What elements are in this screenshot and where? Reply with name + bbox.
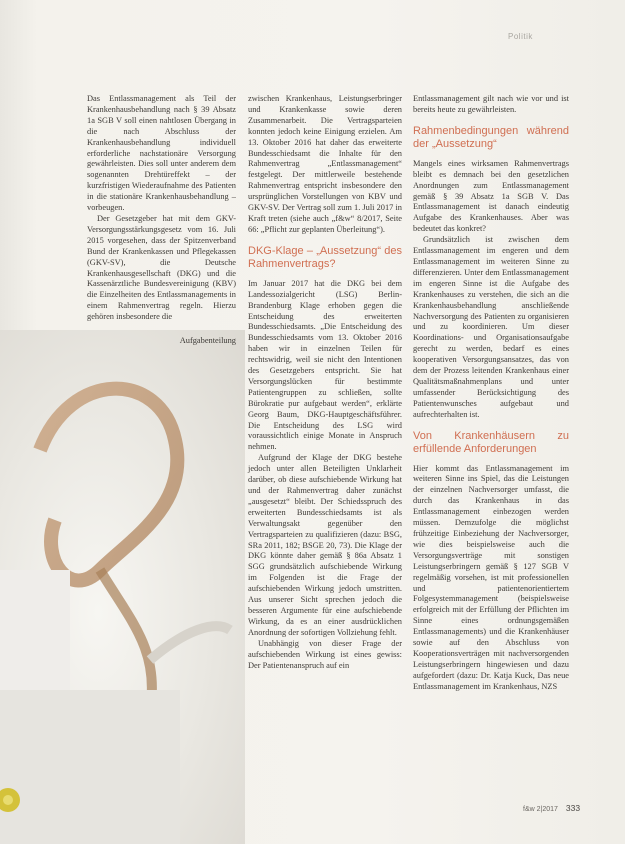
decorative-photo	[0, 330, 245, 844]
issue-label: f&w 2|2017	[523, 806, 558, 813]
paragraph: Der Gesetzgeber hat mit dem GKV-Versorgungsstärkungsgesetz vom 16. Juli 2015 vorgesehen, dass der Spitzenverband Bund der Krankenkassen und Pflegekassen (GKV-SV), die Deutsche Krankenhausgesellschaft (DKG) und die Kassenärztliche Bundesvereinigung (KBV) die Einzelheiten des Entlassmanagements in einem Rahmenvertrag regeln. Hierzu gehören insbesondere die	[87, 213, 236, 322]
text-column-3	[413, 94, 569, 693]
text-column-2	[248, 94, 402, 671]
paragraph: Im Januar 2017 hat die DKG bei dem Landessozialgericht (LSG) Berlin-Brandenburg Klage erhoben gegen die Entscheidung des erweiterten Bundesschiedsamts. „Die Entscheidung des Bundesschiedsamts vom 13. Oktober 2016 haben wir in einzelnen Teilen für rechtswidrig, weil sie nicht den Intentionen des Gesetzgebers entspricht. Sie hat Versorgungslücken für bestimmte Patientengruppen zu schließen, sollte Bürokratie pur aufgebaut werden“, erklärte Georg Baum, DKG-Hauptgeschäftsführer. Die Entscheidung des LSG wird voraussichtlich einige Monate in Anspruch nehmen.	[248, 278, 402, 452]
text-column-1	[87, 94, 236, 323]
paragraph: Das Entlassmanagement als Teil der Krankenhausbehandlung nach § 39 Absatz 1a SGB V soll einen nahtlosen Übergang in die nach Abschluss der Krankenhausbehandlung individuell erforderliche nachstationäre Versorgung gewährleisten. Dies soll unter anderem dem sogenannten Drehtüreffekt – der kurzfristigen Wiederaufnahme des Patienten in die stationäre Krankenhausbehandlung – vorbeugen.	[87, 94, 236, 213]
paragraph: Mangels eines wirksamen Rahmenvertrags bleibt es demnach bei den gesetzlichen Anordnungen zum Entlassmanagement gemäß § 39 Absatz 1a SGB V. Das Entlassmanagement ist danach eindeutig Aufgabe des Krankenhauses. Aber was bedeutet das konkret?	[413, 158, 569, 234]
section-heading: Rahmenbedingungen während der „Aussetzung“	[413, 124, 569, 150]
ribbon-bow-illustration	[0, 330, 245, 844]
section-heading: DKG-Klage – „Aussetzung“ des Rahmenvertrags?	[248, 244, 402, 270]
page-footer	[523, 803, 580, 813]
column-1-tail: Aufgabenteilung	[179, 336, 236, 345]
paragraph: Grundsätzlich ist zwischen dem Entlassmanagement im engeren und dem Entlassmanagement im weiteren Sinne zu differenzieren. Unter dem Entlassmanagement im engeren Sinne ist die Aufgabe des Krankenhauses zu verstehen, die sich an die Krankenhausbehandlung anschließende Nachversorgung des Patienten zu organisieren und zu koordinieren. Um dieser Koordinations- und Organisationsaufgabe gerecht zu werden, bedarf es eines kooperativen Versorgungsansatzes, das von dem der Prozess leitenden Krankenhaus einer Qualitätsmaßnahmenplans und unter umfassender Berücksichtigung des Patientenwunsches aufgebaut und aufrechterhalten ist.	[413, 235, 569, 419]
paragraph: Hier kommt das Entlassmanagement im weiteren Sinne ins Spiel, das die Leistungen der einzelnen Nachversorger umfasst, die durch das Krankenhaus in das Entlassmanagement einbezogen werden müssen. Demzufolge die möglichst frühzeitige Einbeziehung der Nachversorger, wie dies beispielsweise auch die Versorgungsverträge mit sonstigen Leistungserbringern gemäß § 127 SGB V regelmäßig vorsehen, ist mit professionellen und patientenorientiertem Folgesystemmanagement (beispielsweise erfolgreich mit der Erfüllung der Pflichten im Sinne eines ordnungsgemäßen Entlassmanagements) und die Krankenhäuser sowie auf den Abschluss von Kooperationsverträgen mit nachversorgenden Leistungserbringern hingewiesen und dazu aufgefordert (dazu: Dr. Katja Kuck, Das neue Entlassmanagement im Krankenhaus, NZS	[413, 463, 569, 691]
page-number: 333	[565, 803, 581, 813]
section-heading: Von Krankenhäusern zu erfüllende Anforderungen	[413, 429, 569, 455]
paragraph: Aufgrund der Klage der DKG bestehe jedoch unter allen Beteiligten Unklarheit darüber, ob diese aufschiebende Wirkung hat und der Rahmenvertrag daher zunächst „ausgesetzt“ bleibt. Der Schiedsspruch des erweiterten Bundesschiedsamts ist als Verwaltungsakt gegenüber den Vertragsparteien zu qualifizieren (dazu: BSG, SRa 2011, 182; BSGE 20, 73). Die Klage der DKG könnte daher gemäß § 86a Absatz 1 SGG grundsätzlich aufschiebende Wirkung im Folgenden ist die Frage der aufschiebenden Wirkung jedoch umstritten. Aus unserer Sicht sprechen jedoch die besseren Argumente für eine aufschiebende Wirkung, da es an einer ausdrücklichen Anordnung der sofortigen Vollziehung fehlt.	[248, 453, 402, 637]
paragraph: zwischen Krankenhaus, Leistungserbringer und Krankenkasse sowie deren Zusammenarbeit. Die Vertragsparteien konnten jedoch keine Einigung erzielen. Am 13. Oktober 2016 hat daher das erweiterte Bundesschiedsamt die Inhalte für den Rahmenvertrag „Entlassmanagement“ festgelegt. Der mittlerweile bestehende Rahmenvertrag entspricht insbesondere den ursprünglichen Vorstellungen von KBV und GKV-SV. Der Vertrag soll zum 1. Juli 2017 in Kraft treten (siehe auch „f&w“ 8/2017, Seite 66: „Pflicht zur geplanten Überleitung“).	[248, 94, 402, 234]
paragraph: Unabhängig von dieser Frage der aufschiebenden Wirkung ist eines gewiss: Der Patientenanspruch auf ein	[248, 638, 402, 670]
section-rubric: Politik	[508, 32, 533, 41]
paragraph: Entlassmanagement gilt nach wie vor und ist bereits heute zu gewährleisten.	[413, 94, 569, 114]
